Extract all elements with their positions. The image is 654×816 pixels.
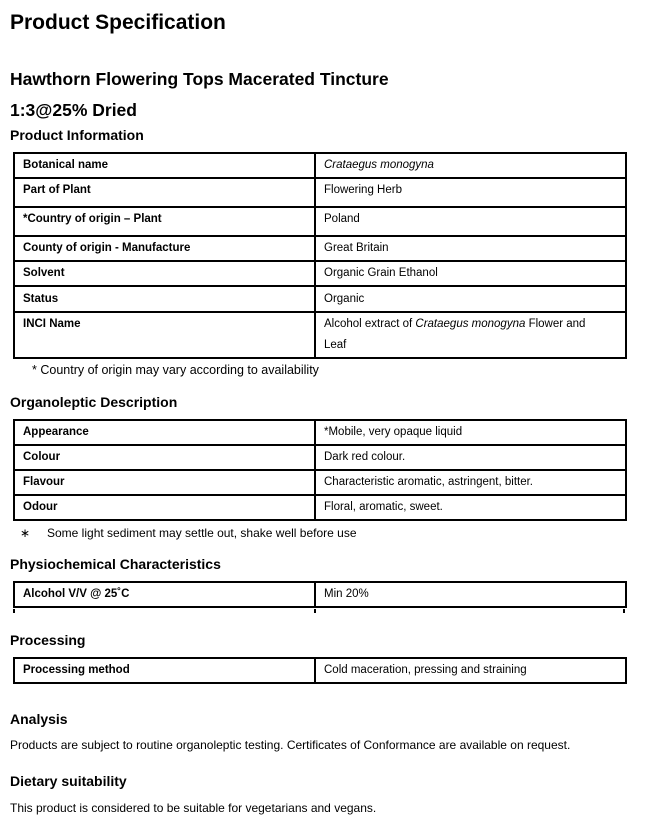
row-value-cell: Floral, aromatic, sweet. <box>315 495 626 520</box>
sediment-footnote-text: Some light sediment may settle out, shake well before use <box>47 526 357 540</box>
row-value-cell: *Mobile, very opaque liquid <box>315 420 626 445</box>
row-label-cell: Status <box>14 286 315 312</box>
row-label-cell: *Country of origin – Plant <box>14 207 315 236</box>
stub-border-middle <box>314 609 316 613</box>
row-value-cell: Flowering Herb <box>315 178 626 207</box>
page-title: Product Specification <box>10 11 226 34</box>
row-value-cell: Dark red colour. <box>315 445 626 470</box>
table-row <box>14 207 626 236</box>
product-title-line2: 1:3@25% Dried <box>10 100 137 120</box>
page-break-table-stub <box>13 608 625 613</box>
row-value-cell: Organic <box>315 286 626 312</box>
row-label-cell: Solvent <box>14 261 315 286</box>
dietary-suitability-paragraph: This product is considered to be suitable for vegetarians and vegans. <box>10 801 377 815</box>
row-value-cell: Great Britain <box>315 236 626 261</box>
table-row <box>14 153 626 178</box>
table-row <box>14 286 626 312</box>
row-label-cell: Flavour <box>14 470 315 495</box>
section-heading-product-information: Product Information <box>10 127 144 143</box>
table-row <box>14 658 626 683</box>
row-label-cell: County of origin - Manufacture <box>14 236 315 261</box>
table-row <box>14 445 626 470</box>
row-label-cell: Alcohol V/V @ 25˚C <box>14 582 315 607</box>
row-label-cell: Part of Plant <box>14 178 315 207</box>
section-heading-dietary-suitability: Dietary suitability <box>10 773 127 789</box>
row-value-cell: Cold maceration, pressing and straining <box>315 658 626 683</box>
section-heading-physiochemical: Physiochemical Characteristics <box>10 556 221 572</box>
table-row <box>14 236 626 261</box>
sediment-footnote <box>20 525 640 541</box>
product-information-table <box>13 152 627 359</box>
table-row <box>14 470 626 495</box>
table-row <box>14 261 626 286</box>
row-label-cell: Odour <box>14 495 315 520</box>
table-row <box>14 495 626 520</box>
stub-border-right <box>623 609 625 613</box>
processing-table <box>13 657 627 684</box>
row-value-cell: Min 20% <box>315 582 626 607</box>
organoleptic-table <box>13 419 627 521</box>
section-heading-processing: Processing <box>10 632 86 648</box>
table-row <box>14 178 626 207</box>
row-label-cell: Botanical name <box>14 153 315 178</box>
physiochemical-table <box>13 581 627 608</box>
section-heading-organoleptic: Organoleptic Description <box>10 394 178 410</box>
row-label-cell: INCI Name <box>14 312 315 358</box>
row-label-cell: Appearance <box>14 420 315 445</box>
analysis-paragraph: Products are subject to routine organoleptic testing. Certificates of Conformance are available on request. <box>10 738 571 752</box>
row-value-cell: Characteristic aromatic, astringent, bitter. <box>315 470 626 495</box>
table-row <box>14 420 626 445</box>
product-title-line1: Hawthorn Flowering Tops Macerated Tincture <box>10 69 389 89</box>
section-heading-analysis: Analysis <box>10 711 68 727</box>
row-value-cell: Organic Grain Ethanol <box>315 261 626 286</box>
table-row <box>14 582 626 607</box>
row-value-cell: Alcohol extract of Crataegus monogyna Flower and Leaf <box>315 312 626 358</box>
stub-border-left <box>13 609 15 613</box>
row-label-cell: Processing method <box>14 658 315 683</box>
product-title <box>10 64 640 126</box>
table-row <box>14 312 626 358</box>
country-of-origin-footnote: * Country of origin may vary according to availability <box>32 363 319 377</box>
row-value-cell: Crataegus monogyna <box>315 153 626 178</box>
footnote-asterisk-marker: ∗ <box>20 526 31 540</box>
row-label-cell: Colour <box>14 445 315 470</box>
row-value-cell: Poland <box>315 207 626 236</box>
